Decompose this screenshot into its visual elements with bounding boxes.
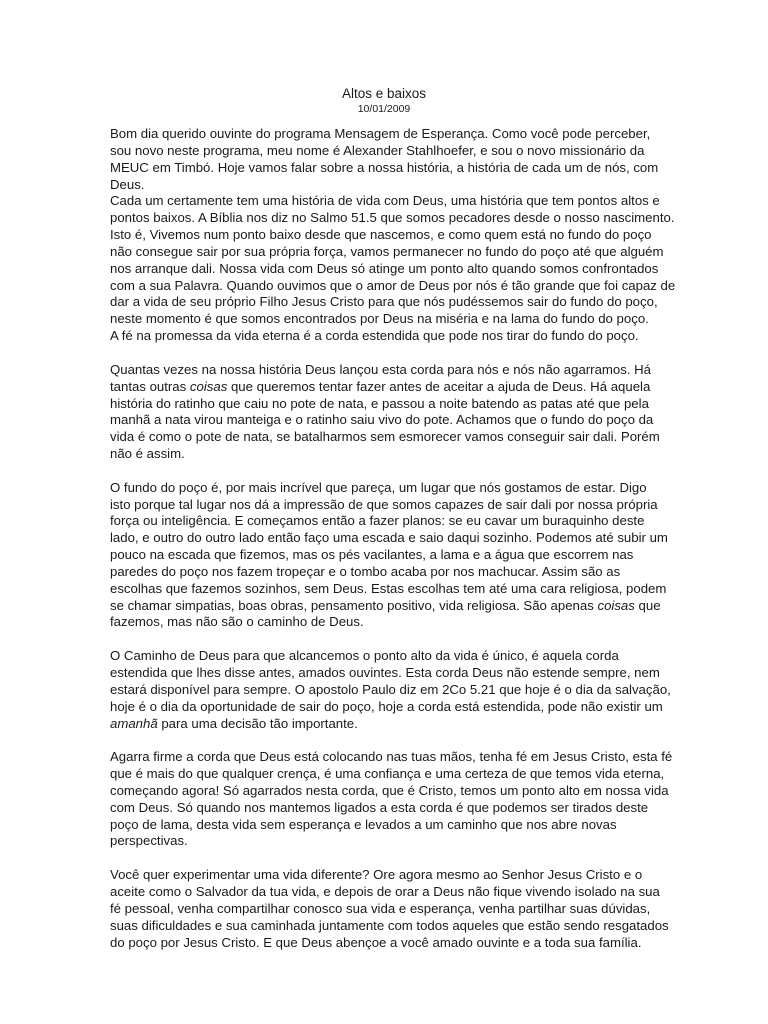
text-line: se chamar simpatias, boas obras, pensamento positivo, vida religiosa. São apenas coisas que [110, 597, 661, 613]
text-line: amanhã para uma decisão tão importante. [110, 715, 358, 731]
text-line: Isto é, Vivemos num ponto baixo desde que nascemos, e como quem está no fundo do poço [110, 227, 652, 243]
italic-term: coisas [189, 378, 228, 394]
text-line: não é assim. [110, 446, 185, 462]
text-line: fé pessoal, venha compartilhar conosco sua vida e esperança, venha partilhar suas dúvidas, [110, 900, 651, 916]
text-line: pouco na escada que fizemos, mas os pés vacilantes, a lama e a água que escorrem nas [110, 547, 634, 563]
text-line: neste momento é que somos encontrados por Deus na miséria e na lama do fundo do poço. [110, 311, 649, 327]
text-line: com Deus. Só quando nos mantemos ligados a esta corda é que podemos ser tirados deste [110, 799, 649, 815]
document-date: 10/01/2009 [357, 103, 411, 115]
text-line: dar a vida de seu próprio Filho Jesus Cristo para que nós pudéssemos sair do fundo do poço, [110, 294, 658, 310]
text-line: tantas outras coisas que queremos tentar fazer antes de aceitar a ajuda de Deus. Há aquela [110, 378, 651, 394]
text-line: Agarra firme a corda que Deus está colocando nas tuas mãos, tenha fé em Jesus Cristo, esta fé [110, 749, 673, 765]
text-line: vida é como o pote de nata, se batalharmos sem esmorecer vamos conseguir sair dali. Porém [110, 429, 660, 445]
paragraph [110, 867, 669, 951]
text-line: Bom dia querido ouvinte do programa Mensagem de Esperança. Como você pode perceber, [110, 126, 651, 141]
text-line: escolhas que fazemos sozinhos, sem Deus. Estas escolhas tem até uma cara religiosa, podem [110, 580, 667, 596]
text-line: estendida que lhes disse antes, amados ouvintes. Esta corda Deus não estende sempre, nem [110, 665, 660, 680]
text-line: O fundo do poço é, por mais incrível que pareça, um lugar que nós gostamos de estar. Digo [110, 479, 647, 495]
document-title: Altos e baixos [341, 86, 427, 101]
italic-term: amanhã [110, 715, 158, 731]
text-line: aceite como o Salvador da tua vida, e depois de orar a Deus não fique vivendo isolado na sua [110, 883, 660, 899]
paragraph [110, 362, 660, 463]
text-line: não consegue sair por sua própria força, vamos permanecer no fundo do poço até que alguém [110, 243, 664, 259]
text-line: MEUC em Timbó. Hoje vamos falar sobre a nossa história, a história de cada um de nós, com [110, 159, 659, 175]
text-line: poço de lama, desta vida sem esperança e levados a um caminho que nos abre novas [110, 816, 617, 832]
text-line: lado, e outro do outro lado então faço uma escada e saio daqui sozinho. Podemos até subir um [110, 530, 668, 546]
text-line: isto porque tal lugar nos dá a impressão de que somos capazes de sair dali por nossa própria [110, 496, 658, 512]
text-line: com a sua Palavra. Quando ouvimos que o amor de Deus por nós é tão grande que foi capaz de [110, 277, 676, 293]
text-line: O Caminho de Deus para que alcancemos o ponto alto da vida é único, é aquela corda [110, 648, 619, 664]
text-line: que é mais do que qualquer crença, é uma confiança e uma certeza de que temos vida eterna, [110, 766, 665, 782]
text-line: nos arranque dali. Nossa vida com Deus só atinge um ponto alto quando somos confrontados [110, 260, 659, 276]
text-line: do poço por Jesus Cristo. E que Deus abençoe a você amado ouvinte e a toda sua família. [110, 934, 642, 950]
paragraph [110, 648, 671, 732]
paragraph [110, 749, 673, 850]
text-line: paredes do poço nos fazem tropeçar e o tombo acaba por nos machucar. Assim são as [110, 563, 621, 579]
text-line: força ou inteligência. E começamos então a fazer planos: se eu cavar um buraquinho deste [110, 513, 645, 529]
text-line: perspectivas. [110, 833, 188, 849]
document-body [110, 126, 676, 968]
text-line: manhã a nata virou manteiga e o ratinho saiu vivo do pote. Achamos que o fundo do poço da [110, 412, 654, 428]
text-line: sou novo neste programa, meu nome é Alexander Stahlhoefer, e sou o novo missionário da [110, 142, 645, 158]
italic-term: coisas [597, 597, 635, 613]
text-line: começando agora! Só agarrados nesta corda, que é Cristo, temos um ponto alto em nossa vida [110, 782, 669, 798]
text-line: A fé na promessa da vida eterna é a corda estendida que pode nos tirar do fundo do poço. [110, 328, 639, 344]
text-line: Deus. [110, 176, 145, 192]
paragraph [110, 479, 668, 632]
text-line: fazemos, mas não são o caminho de Deus. [110, 614, 364, 630]
text-line: suas dificuldades e sua caminhada juntamente com todos aqueles que estão sendo resgatados [110, 917, 669, 933]
text-line: Quantas vezes na nossa história Deus lançou esta corda para nós e nós não agarramos. Há [110, 361, 652, 377]
text-line: pontos baixos. A Bíblia nos diz no Salmo 51.5 que somos pecadores desde o nosso nascimento. [110, 210, 675, 226]
paragraph [110, 126, 676, 345]
text-line: história do ratinho que caiu no pote de nata, e passou a noite batendo as patas até que pela [110, 395, 649, 411]
text-line: estará disponível para sempre. O apostolo Paulo diz em 2Co 5.21 que hoje é o dia da salvação, [110, 681, 671, 697]
text-line: Você quer experimentar uma vida diferente? Ore agora mesmo ao Senhor Jesus Cristo e o [110, 867, 643, 883]
text-line: hoje é o dia da oportunidade de sair do poço, hoje a corda está estendida, pode não existir um [110, 698, 663, 714]
text-line: Cada um certamente tem uma história de vida com Deus, uma história que tem pontos altos e [110, 193, 660, 209]
